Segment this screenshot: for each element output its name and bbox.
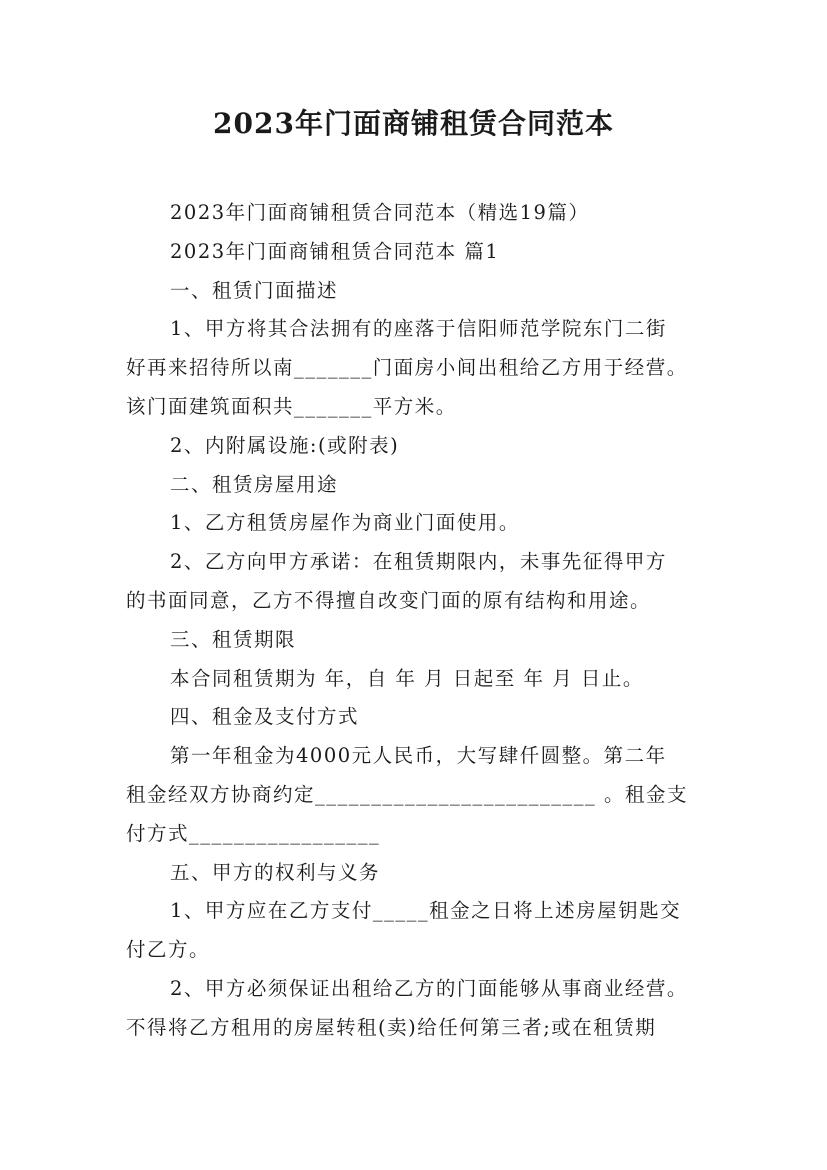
paragraph-line: 付乙方。 bbox=[126, 938, 211, 962]
paragraph-line: 2、乙方向甲方承诺：在租赁期限内，未事先征得甲方 bbox=[170, 550, 667, 574]
paragraph-line: 2、内附属设施:(或附表) bbox=[170, 433, 400, 457]
paragraph-line: 2、甲方必须保证出租给乙方的门面能够从事商业经营。 bbox=[170, 976, 688, 1000]
paragraph-line: 第一年租金为4000元人民币，大写肆仟圆整。第二年 bbox=[170, 744, 667, 768]
paragraph-line: 该门面建筑面积共_______平方米。 bbox=[126, 394, 457, 418]
paragraph-line: 1、乙方租赁房屋作为商业门面使用。 bbox=[170, 511, 520, 535]
document-title: 2023年门面商铺租赁合同范本 bbox=[213, 107, 614, 140]
paragraph-line: 1、甲方将其合法拥有的座落于信阳师范学院东门二街 bbox=[170, 317, 667, 341]
paragraph-line: 的书面同意，乙方不得擅自改变门面的原有结构和用途。 bbox=[126, 588, 652, 612]
paragraph-line: 付方式_________________ bbox=[126, 821, 381, 845]
section-heading: 三、租赁期限 bbox=[170, 627, 297, 651]
paragraph-line: 2023年门面商铺租赁合同范本 篇1 bbox=[170, 239, 500, 263]
section-heading: 一、租赁门面描述 bbox=[170, 278, 339, 302]
section-heading: 四、租金及支付方式 bbox=[170, 705, 360, 729]
section-heading: 五、甲方的权利与义务 bbox=[170, 860, 381, 884]
paragraph-line: 本合同租赁期为 年，自 年 月 日起至 年 月 日止。 bbox=[170, 666, 644, 690]
paragraph-line: 2023年门面商铺租赁合同范本（精选19篇） bbox=[170, 201, 590, 224]
paragraph-line: 不得将乙方租用的房屋转租(卖)给任何第三者;或在租赁期 bbox=[126, 1015, 657, 1039]
paragraph-line: 好再来招待所以南_______门面房小间出租给乙方用于经营。 bbox=[126, 356, 688, 380]
paragraph-line: 1、甲方应在乙方支付_____租金之日将上述房屋钥匙交 bbox=[170, 899, 682, 923]
section-heading: 二、租赁房屋用途 bbox=[170, 472, 339, 496]
paragraph-line: 租金经双方协商约定_________________________ 。租金支 bbox=[126, 782, 688, 806]
document-body bbox=[126, 194, 716, 1048]
